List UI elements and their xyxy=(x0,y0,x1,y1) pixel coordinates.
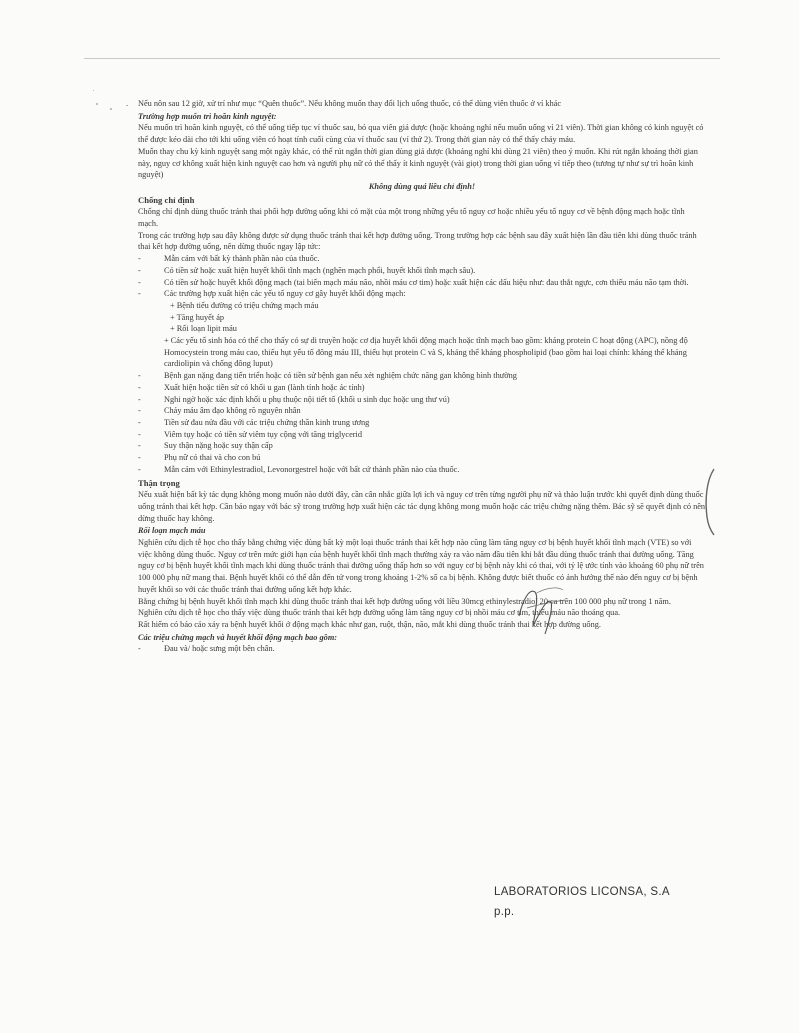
document-body xyxy=(126,98,706,655)
company-name: LABORATORIOS LICONSA, S.A xyxy=(494,886,670,898)
list-item: - Viêm tụy hoặc có tiền sử viêm tụy cộng với tăng triglycerid xyxy=(138,429,706,441)
bullet-dot: . xyxy=(126,99,129,108)
paragraph: Bằng chứng bị bệnh huyết khối tĩnh mạch khi dùng thuốc tránh thai kết hợp đường uống với liều 30mcg ethinylestradiol 20 ca trên 100 000 phụ nữ trong 1 năm. xyxy=(138,596,671,606)
list-item: - Đau và/ hoặc sưng một bên chân. xyxy=(138,643,706,655)
scan-speck xyxy=(110,108,112,110)
list-item: - Tiền sử đau nửa đầu với các triệu chứng thần kinh trung ương xyxy=(138,417,706,429)
footer-signature-block xyxy=(494,882,670,922)
list-item: - Phụ nữ có thai và cho con bú xyxy=(138,452,706,464)
list-item: - Nghi ngờ hoặc xác định khối u phụ thuộc nội tiết tố (khối u sinh dục hoặc ung thư vú) xyxy=(138,394,706,406)
scan-speck xyxy=(93,90,94,91)
sub-list-item: + Tăng huyết áp xyxy=(170,312,225,322)
paragraph: Nếu muốn trì hoãn kinh nguyệt, có thể uống tiếp tục vỉ thuốc sau, bỏ qua viên giả dược (hoặc khoảng nghỉ nếu muốn uống vỉ 21 viên). Thời gian không có kinh nguyệt có thể được kéo dài cho tới khi uống viên có hoạt tính cuối cùng của vỉ thuốc sau (vỉ thứ 2). Trong thời gian này có thể thấy chảy máu. xyxy=(138,123,704,145)
paragraph: Nếu xuất hiện bất kỳ tác dụng không mong muốn nào dưới đây, cần cân nhắc giữa lợi ích và nguy cơ trên từng người phụ nữ và thảo luận trước khi quyết định dùng thuốc uống tránh thai kết hợp. Cần báo ngay với bác sỹ trong trường hợp xuất hiện các tác dụng không mong muốn hoặc các triệu chứng nặng thêm. Bác sỹ sẽ quyết định có nên dừng thuốc hay không. xyxy=(138,490,706,523)
paragraph: Chống chỉ định dùng thuốc tránh thai phối hợp đường uống khi có mặt của một trong những yếu tố nguy cơ hoặc nhiều yếu tố nguy cơ về bệnh động mạch hoặc tĩnh mạch. xyxy=(138,207,685,229)
list-item: - Xuất hiện hoặc tiền sử có khối u gan (lành tính hoặc ác tính) xyxy=(138,382,706,394)
list-item: - Mẫn cảm với Ethinylestradiol, Levonorgestrel hoặc với bất cứ thành phần nào của thuốc. xyxy=(138,464,706,476)
list-item: - Mẫn cảm với bất kỳ thành phần nào của thuốc. xyxy=(138,253,706,265)
list-item: - Chảy máu âm đạo không rõ nguyên nhân xyxy=(138,405,706,417)
paragraph xyxy=(126,98,706,110)
sub-list-item: + Bệnh tiểu đường có triệu chứng mạch máu xyxy=(170,300,319,310)
paragraph: Trong các trường hợp sau đây không được sử dụng thuốc tránh thai kết hợp đường uống. Trong trường hợp các bệnh sau đây xuất hiện lần đầu tiên khi dùng thuốc tránh thai kết hợp đường uống, nên dừng thuốc ngay lập tức: xyxy=(138,230,697,252)
per-procuration: p.p. xyxy=(494,906,515,918)
signature-mark xyxy=(505,582,575,642)
subsection-heading: Các triệu chứng mạch và huyết khối động mạch bao gồm: xyxy=(138,632,338,642)
list-item: - Có tiền sử hoặc huyết khối động mạch (tai biến mạch máu não, nhồi máu cơ tim) hoặc xuất hiện các dấu hiệu như: đau thắt ngực, cơn thiếu máu não tạm thời. xyxy=(138,277,706,289)
paragraph: Muốn thay chu kỳ kinh nguyệt sang một ngày khác, có thể rút ngắn thời gian dùng giả dược (khoảng nghỉ khi dùng 21 viên) theo ý muốn. Khi rút ngắn khoảng thời gian này, nguy cơ không xuất hiện kinh nguyệt cao hơn và người phụ nữ có thể thấy ít kinh nguyệt (vài giọt) trong thời gian uống vỉ tiếp theo (tương tự như sự trì hoãn kinh nguyệt) xyxy=(138,146,698,180)
sub-list-item: + Rối loạn lipit máu xyxy=(170,324,237,334)
paragraph: Nghiên cứu dịch tễ học cho thấy việc dùng thuốc tránh thai kết hợp đường uống làm tăng nguy cơ bị nhồi máu cơ tim, thiếu máu não thoáng qua. xyxy=(138,608,621,618)
section-heading: Thận trọng xyxy=(138,477,180,488)
scan-speck xyxy=(96,103,98,105)
subsection-heading: Trường hợp muốn trì hoãn kinh nguyệt: xyxy=(138,111,277,121)
list-item: - Suy thận nặng hoặc suy thận cấp xyxy=(138,440,706,452)
section-heading: Chống chỉ định xyxy=(138,194,195,205)
subsection-heading: Rối loạn mạch máu xyxy=(138,526,206,536)
list-item: - Các trường hợp xuất hiện các yếu tố nguy cơ gây huyết khối động mạch: xyxy=(138,288,706,300)
margin-bracket-mark xyxy=(703,467,717,537)
warning-line: Không dùng quá liều chỉ định! xyxy=(368,181,476,191)
paragraph-text: Nếu nôn sau 12 giờ, xử trí như mục “Quên thuốc”. Nếu không muốn thay đổi lịch uống thuốc, có thể dùng viên thuốc ở vỉ khác xyxy=(138,99,562,108)
list-item: - Bệnh gan nặng đang tiến triển hoặc có tiền sử bệnh gan nếu xét nghiệm chức năng gan không bình thường xyxy=(138,370,706,382)
sub-list-item: + Các yếu tố sinh hóa có thể cho thấy có sự di truyền hoặc cơ địa huyết khối động mạch hoặc tĩnh mạch bao gồm: kháng protein C hoạt động (APC), nồng độ Homocystein trong máu cao, thiếu hụt yếu tố đông máu III, thiếu hụt protein C và S, kháng thể kháng phospholipid (bao gồm hai loại chính: kháng thể kháng cardiolipin và chống đông luput) xyxy=(164,336,688,369)
paragraph: Nghiên cứu dịch tễ học cho thấy bằng chứng việc dùng bất kỳ một loại thuốc tránh thai kết hợp nào cũng làm tăng nguy cơ bị bệnh huyết khối tĩnh mạch (VTE) so với việc không dùng thuốc. Nguy cơ trên mức giới hạn của bệnh huyết khối tĩnh mạch thường xảy ra vào năm đầu tiên khi bắt đầu dùng thuốc tránh thai đường uống. Tăng nguy cơ bị bệnh huyết khối tĩnh mạch khi dùng thuốc tránh thai đường uống thấp hơn so với nguy cơ bị bệnh này khi có thai, với tỷ lệ ước tính vào khoảng 60 phụ nữ trên 100 000 phụ nữ mang thai. Bệnh huyết khối có thể dẫn đến tử vong trong khoảng 1-2% số ca bị bệnh. Không được biết thuốc có ảnh hưởng thế nào đến nguy cơ bị bệnh huyết khối so với các thuốc tránh thai đường uống kết hợp khác. xyxy=(138,538,704,594)
header-rule xyxy=(84,58,720,59)
paragraph: Rất hiếm có báo cáo xảy ra bệnh huyết khối ở động mạch khác như gan, ruột, thận, não, mắt khi dùng thuốc tránh thai kết hợp đường uống. xyxy=(138,619,601,629)
list-item: - Có tiền sử hoặc xuất hiện huyết khối tĩnh mạch (nghẽn mạch phổi, huyết khối tĩnh mạch sâu). xyxy=(138,265,706,277)
